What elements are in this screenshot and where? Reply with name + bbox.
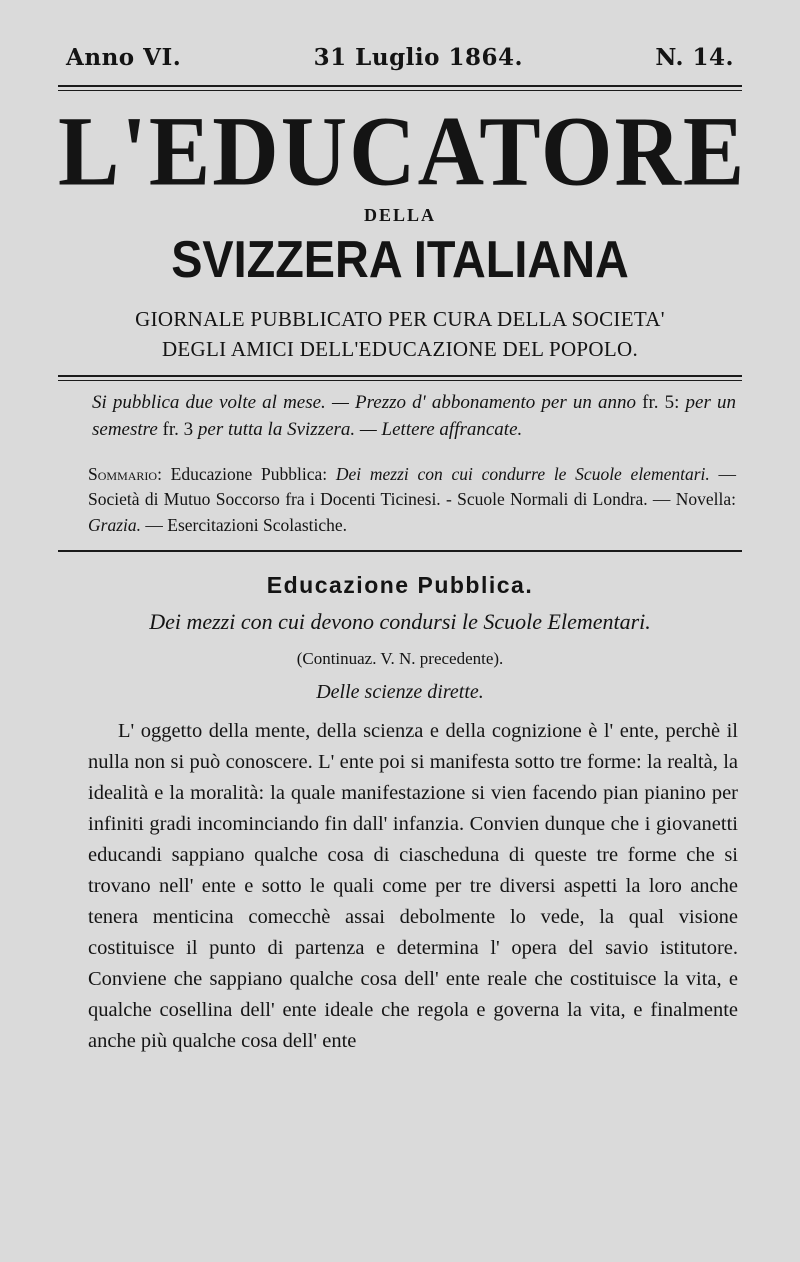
article-heading: Delle scienze dirette. — [316, 681, 484, 704]
info-part-2: per un semestre — [92, 391, 737, 441]
subscription-info — [92, 389, 736, 444]
summary-part-1: Educazione Pubblica: — [161, 463, 336, 484]
summary-part-3: — Esercitazioni Scolastiche. — [141, 514, 348, 535]
summary-italic-1: Dei mezzi con cui condurre le Scuole elementari. — [335, 463, 710, 484]
section-title: Educazione Pubblica. — [266, 572, 534, 599]
masthead-rule — [58, 375, 742, 381]
masthead-title: L'EDUCATORE — [58, 95, 747, 207]
masthead-line-1: GIORNALE PUBBLICATO PER CURA DELLA SOCIETA' — [135, 307, 665, 331]
info-price-semester: fr. 3 — [162, 419, 194, 441]
summary — [58, 462, 742, 538]
info-part-1: Si pubblica due volte al mese. — Prezzo d' abbonamento per un anno — [92, 391, 636, 413]
summary-italic-2: Grazia. — [88, 514, 141, 535]
masthead-subtitle: SVIZZERA ITALIANA — [171, 231, 629, 289]
summary-part-2: — Società di Mutuo Soccorso fra i Docenti Ticinesi. - Scuole Normali di Londra. — Novella: — [88, 463, 736, 510]
masthead-description — [58, 304, 742, 365]
masthead-line-2: DEGLI AMICI DELL'EDUCAZIONE DEL POPOLO. — [161, 337, 639, 362]
issue-header — [58, 40, 742, 71]
article-title: Dei mezzi con cui devono condursi le Scuole Elementari. — [149, 609, 651, 635]
issue-number: N. 14. — [655, 44, 734, 71]
masthead-della: DELLA — [363, 205, 436, 225]
issue-date: 31 Luglio 1864. — [313, 44, 523, 71]
summary-lead: Sommario: — [88, 463, 162, 484]
info-price-year: fr. 5: — [642, 391, 680, 413]
info-part-3: per tutta la Svizzera. — Lettere affrancate. — [193, 419, 523, 441]
issue-year: Anno VI. — [66, 44, 182, 71]
continuation-note: (Continuaz. V. N. precedente). — [296, 649, 504, 669]
summary-rule — [58, 550, 742, 552]
article-body: L' oggetto della mente, della scienza e della cognizione è l' ente, perchè il nulla non si può conoscere. L' ente poi si manifesta sotto tre forme: la realtà, la idealità e la moralità: la quale manifestazione si vien facendo pian pianino per infiniti gradi incominciando fin dall' infanzia. Convien dunque che i giovanetti educandi sappiano qualche cosa di ciascheduna di queste tre forme che si trovano nell' ente e sotto le quali come per tre diversi aspetti la loro anche tenera menticina comecchè assai debolmente lo vede, la qual visione costituisce il punto di partenza e determina l' opera del savio istitutore. Conviene che sappiano qualche cosa dell' ente reale che costituisce la vita, e qualche cosellina dell' ente ideale che regola e governa la vita, e finalmente anche più qualche cosa dell' ente — [88, 720, 738, 1053]
header-rule — [58, 85, 742, 91]
